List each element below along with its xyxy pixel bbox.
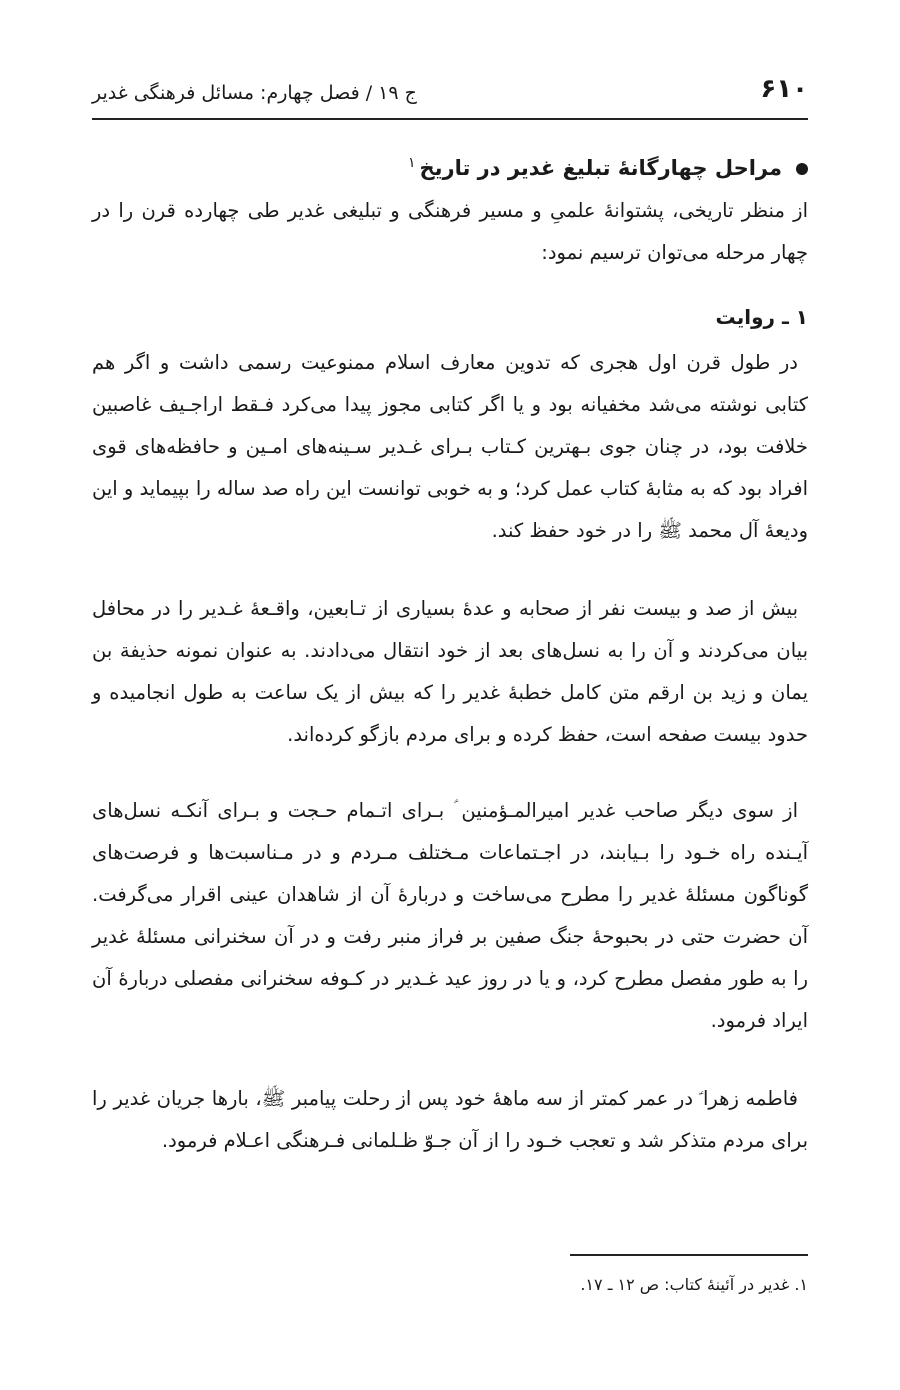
subheading: ۱ ـ روایت xyxy=(715,305,808,329)
footnote: ۱. غدیر در آئینۀ کتاب: ص ۱۲ ـ ۱۷. xyxy=(580,1275,808,1294)
footnote-marker: ۱ xyxy=(407,155,416,171)
book-page xyxy=(92,0,808,1390)
body-paragraph: از سوی دیگر صاحب غدیر امیرالمـؤمنین ؑ بـرای اتـمام حـجت و بـرای آنکـه نسل‌های آیـنده راه خـود را بـیابند، در اجـتماعات مـختلف مـردم و در مـناسبت‌ها و فرصت‌های گوناگون مسئلۀ غدیر را مطرح می‌ساخت و دربارۀ آن از شاهدان عینی اقرار می‌گرفت. آن حضرت حتی در بحبوحۀ جنگ صفین بر فراز منبر رفت و در آن سخنرانی مسئلۀ غدیر را به طور مفصل مطرح کرد، و یا در روز عید غـدیر در کـوفه سخنرانی مفصلی دربارۀ آن ایراد فرمود. xyxy=(92,799,808,1032)
running-title: ج ۱۹ / فصل چهارم: مسائل فرهنگی غدیر xyxy=(92,82,417,104)
page-number: ۶۱۰ xyxy=(760,74,808,104)
body-paragraph: بیش از صد و بیست نفر از صحابه و عدۀ بسیاری از تـابعین، واقـعۀ غـدیر را در محافل بیان می‌کردند و آن را به نسل‌های بعد از خود انتقال می‌دادند. به عنوان نمونه حذیفة بن یمان و زید بن ارقم متن کامل خطبۀ غدیر را که بیش از یک ساعت به طول انجامیده و حدود بیست صفحه است، حفظ کرده و برای مردم بازگو کرده‌اند. xyxy=(92,597,808,746)
body-paragraph: فاطمه زهرا ؑ در عمر کمتر از سه ماهۀ خود پس از رحلت پیامبر ﷺ، بارها جریان غدیر را برای مردم متذکر شد و تعجب خـود را از آن جـوّ ظـلمانی فـرهنگی اعـلام فرمود. xyxy=(92,1087,808,1152)
footnote-rule xyxy=(570,1254,808,1256)
section-title-text: مراحل چهارگانۀ تبلیغ غدیر در تاریخ xyxy=(419,156,782,180)
body-paragraph: در طول قرن اول هجری که تدوین معارف اسلام ممنوعیت رسمی داشت و اگر هم کتابی نوشته می‌شد مخفیانه بود و یا اگر کتابی مجوز پیدا می‌کرد فـقط اراجـیف غاصبین خلافت بود، در چنان جوی بـهترین کـتاب بـرای غـدیر سـینه‌های امـین و حافظه‌های قوی افراد بود که به مثابۀ کتاب عمل کرد؛ و به خوبی توانست این راه صد ساله را بپیماید و این ودیعۀ آل محمد ﷺ را در خود حفظ کند. xyxy=(92,351,808,542)
intro-paragraph: از منظر تاریخی، پشتوانۀ علمیِ و مسیر فرهنگی و تبلیغی غدیر طی چهارده قرن را در چهار مرحله می‌توان ترسیم نمود: xyxy=(92,199,808,264)
section-title xyxy=(92,148,808,183)
page-header xyxy=(92,68,808,118)
bullet-icon xyxy=(796,163,808,175)
header-rule xyxy=(92,118,808,120)
